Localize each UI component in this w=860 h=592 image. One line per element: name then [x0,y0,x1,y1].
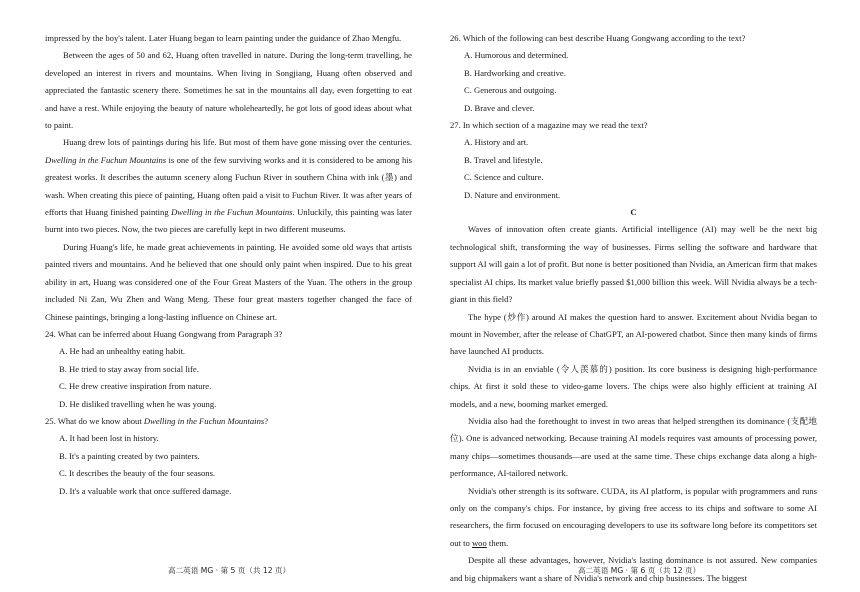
question-26: 26. Which of the following can best describe Huang Gongwang according to the text? [450,33,746,43]
paragraph: Nvidia is in an enviable (令人羡慕的) position. Its core business is designing high-performance chips. At first it sold these to video-game lovers. The chips were also highly efficient at training AI models, and a new, booming market emerged. [450,363,817,409]
right-page [450,30,817,587]
option: B. Travel and lifestyle. [464,154,543,165]
option: C. Science and culture. [464,172,544,183]
question-24: 24. What can be inferred about Huang Gongwang from Paragraph 3? [45,328,283,339]
option: C. He drew creative inspiration from nature. [59,381,212,392]
paragraph: impressed by the boy's talent. Later Huang began to learn painting under the guidance of Zhao Mengfu. [45,33,402,43]
left-page [45,30,412,500]
option: A. History and art. [464,137,529,148]
option: B. It's a painting created by two painters. [59,450,200,461]
option: C. It describes the beauty of the four seasons. [59,468,216,479]
paragraph: The hype (炒作) around AI makes the question hard to answer. Excitement about Nvidia began to mount in November, after the release of ChatGPT, an AI-powered chatbot. Since then many kinds of firms have launched AI products. [450,311,817,357]
paragraph: During Huang's life, he made great achievements in painting. He avoided some old ways that artists painted rivers and mountains. And he believed that one should only paint when inspired. Due to his great ability in art, Huang was considered one of the Four Great Masters of the Yuan. The others in the group included Ni Zan, Wu Zhen and Wang Meng. These four great masters together changed the face of Chinese paintings, bringing a long-lasting influence on Chinese art. [45,241,412,322]
option: A. He had an unhealthy eating habit. [59,346,186,357]
paragraph: Despite all these advantages, however, Nvidia's lasting dominance is not assured. New companies and big chipmakers want a share of Nvidia's network and chip businesses. The biggest [450,555,817,583]
question-25: 25. What do we know about Dwelling in the Fuchun Mountains? [45,415,269,426]
question-27: 27. In which section of a magazine may we read the text? [450,120,648,131]
option: A. Humorous and determined. [464,50,569,61]
painting-title: Dwelling in the Fuchun Mountains [45,154,167,165]
paragraph: Waves of innovation often create giants. Artificial intelligence (AI) may well be the next big technological shift, transforming the way of businesses. Firms selling the software and hardware that support AI will gain a lot of profit. But none is better positioned than Nvidia, an American firm that makes specialist AI chips. Its market value briefly passed $1,000 billion this week. Will Nvidia always be a tech-giant in this field? [450,224,817,305]
painting-title: Dwelling in the Fuchun Mountains [171,207,293,218]
paragraph: Nvidia also had the forethought to invest in two areas that helped strengthen its dominance (支配地位). One is advanced networking. Because training AI models requires vast amounts of processing power, many chips—sometimes thousands—are used at the same time. These chips exchange data along a high-performance, AI-tailored network. [450,415,817,479]
paragraph: Huang drew lots of paintings during his life. But most of them have gone missing over the centuries. Dwelling in the Fuchun Mountains is one of the few surviving works and it is considered to be among his greatest works. It describes the autumn scenery along Fuchun River in southern China with ink (墨) and wash. When creating this piece of painting, Huang often paid a visit to Fuchun River. It was after years of efforts that Huang finished painting Dwelling in the Fuchun Mountains. Unluckily, this painting was later burnt into two pieces. Now, the two pieces are carefully kept in two different museums. [45,137,412,235]
option: D. It's a valuable work that once suffered damage. [59,485,232,496]
option: D. Brave and clever. [464,102,535,113]
section-heading: C [630,207,637,218]
paragraph: Nvidia's other strength is its software. CUDA, its AI platform, is popular with programmers and runs only on the company's chips. For instance, by giving free access to its chips and software to some AI researchers, the firm focused on encouraging developers to use its software long before its competitors set out to woo them. [450,485,817,548]
page-footer-right: 高二英语 MG · 第 6 页（共 12 页） [578,566,701,575]
option: D. He disliked travelling when he was young. [59,398,217,409]
option: B. He tried to stay away from social life. [59,363,199,374]
option: C. Generous and outgoing. [464,85,557,96]
option: A. It had been lost in history. [59,433,159,444]
underlined-word: woo [471,537,487,548]
paragraph: Between the ages of 50 and 62, Huang often travelled in nature. During the long-term travelling, he developed an interest in rivers and mountains. When living in Songjiang, Huang often observed and appreciated the fantastic scenery there. Sometimes he sat in the mountains all day, even forgetting to eat and have a rest. While enjoying the beauty of nature wholeheartedly, he got lots of good ideas about what to paint. [45,50,412,131]
page-footer-left: 高二英语 MG · 第 5 页（共 12 页） [168,566,291,575]
option: D. Nature and environment. [464,189,561,200]
option: B. Hardworking and creative. [464,67,566,78]
